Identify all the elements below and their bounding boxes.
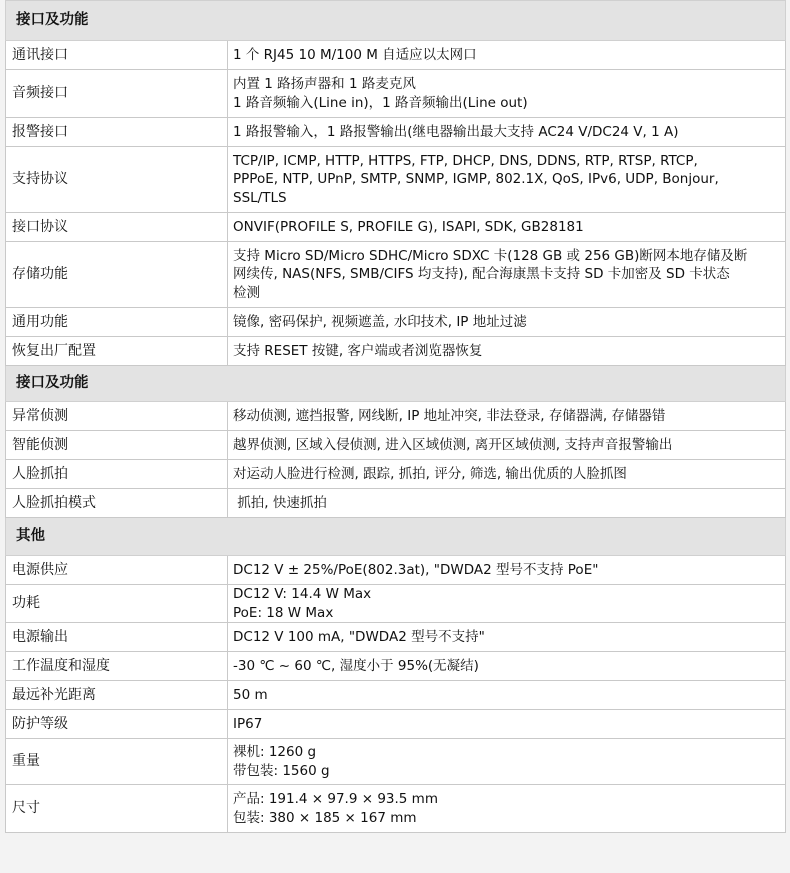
spec-label: 最远补光距离 <box>6 681 228 710</box>
spec-row <box>6 460 786 489</box>
section-header <box>6 1 786 41</box>
spec-row <box>6 118 786 147</box>
spec-sheet <box>5 0 785 833</box>
spec-value <box>228 118 786 147</box>
spec-value-line: 1 路音频输入(Line in)，1 路音频输出(Line out) <box>233 94 528 111</box>
spec-value <box>228 41 786 70</box>
spec-row <box>6 41 786 70</box>
spec-row <box>6 739 786 785</box>
spec-value-line: 移动侦测, 遮挡报警, 网线断, IP 地址冲突, 非法登录, 存储器满, 存储器错 <box>233 407 666 424</box>
spec-row <box>6 681 786 710</box>
spec-value-line: 抓拍, 快速抓拍 <box>233 494 327 511</box>
spec-value-line: PPPoE, NTP, UPnP, SMTP, SNMP, IGMP, 802.1X, QoS, IPv6, UDP, Bonjour, <box>233 171 719 188</box>
spec-value-line: 检测 <box>233 284 260 301</box>
spec-value-line: 产品: 191.4 × 97.9 × 93.5 mm <box>233 791 438 807</box>
spec-label: 重量 <box>6 739 228 785</box>
spec-value <box>228 337 786 366</box>
spec-value-line: 越界侦测, 区域入侵侦测, 进入区域侦测, 离开区域侦测, 支持声音报警输出 <box>233 436 673 453</box>
spec-value <box>228 460 786 489</box>
spec-row <box>6 70 786 118</box>
spec-value <box>228 213 786 242</box>
spec-value <box>228 242 786 308</box>
spec-value-line: TCP/IP, ICMP, HTTP, HTTPS, FTP, DHCP, DNS, DDNS, RTP, RTSP, RTCP, <box>233 152 698 169</box>
spec-value <box>228 585 786 623</box>
spec-row <box>6 337 786 366</box>
spec-value-line: 内置 1 路扬声器和 1 路麦克风 <box>233 76 416 92</box>
spec-value <box>228 710 786 739</box>
spec-label: 人脸抓拍 <box>6 460 228 489</box>
spec-label: 接口协议 <box>6 213 228 242</box>
spec-label: 功耗 <box>6 585 228 623</box>
section-title: 接口及功能 <box>6 366 786 402</box>
spec-value <box>228 489 786 518</box>
spec-row <box>6 431 786 460</box>
spec-value <box>228 623 786 652</box>
spec-value-line: PoE: 18 W Max <box>233 604 334 621</box>
spec-value-line: 1 路报警输入，1 路报警输出(继电器输出最大支持 AC24 V/DC24 V, 1 A) <box>233 123 679 140</box>
spec-value <box>228 402 786 431</box>
spec-label: 防护等级 <box>6 710 228 739</box>
spec-value <box>228 431 786 460</box>
spec-row <box>6 242 786 308</box>
spec-label: 支持协议 <box>6 147 228 213</box>
spec-row <box>6 710 786 739</box>
section-header <box>6 518 786 556</box>
spec-label: 存储功能 <box>6 242 228 308</box>
spec-value-line: 对运动人脸进行检测, 跟踪, 抓拍, 评分, 筛选, 输出优质的人脸抓图 <box>233 465 627 482</box>
spec-value-line: 镜像, 密码保护, 视频遮盖, 水印技术, IP 地址过滤 <box>233 313 527 330</box>
spec-row <box>6 556 786 585</box>
section-title: 其他 <box>6 518 786 556</box>
spec-value-line: DC12 V ± 25%/PoE(802.3at), "DWDA2 型号不支持 PoE" <box>233 561 599 578</box>
spec-label: 尺寸 <box>6 785 228 833</box>
section-header <box>6 366 786 402</box>
spec-value-line: DC12 V 100 mA, "DWDA2 型号不支持" <box>233 628 485 645</box>
spec-value-line: 支持 RESET 按键, 客户端或者浏览器恢复 <box>233 342 483 359</box>
spec-value-line: 50 m <box>233 686 268 703</box>
spec-row <box>6 213 786 242</box>
spec-label: 电源供应 <box>6 556 228 585</box>
spec-value-line: 包装: 380 × 185 × 167 mm <box>233 809 417 826</box>
spec-row <box>6 489 786 518</box>
spec-value <box>228 556 786 585</box>
spec-value <box>228 70 786 118</box>
spec-row <box>6 147 786 213</box>
spec-label: 报警接口 <box>6 118 228 147</box>
spec-value <box>228 308 786 337</box>
spec-label: 工作温度和湿度 <box>6 652 228 681</box>
spec-row <box>6 402 786 431</box>
spec-value-line: IP67 <box>233 715 263 732</box>
spec-table <box>5 0 786 833</box>
spec-label: 音频接口 <box>6 70 228 118</box>
spec-row <box>6 585 786 623</box>
spec-row <box>6 308 786 337</box>
spec-row <box>6 652 786 681</box>
spec-label: 电源输出 <box>6 623 228 652</box>
spec-row <box>6 785 786 833</box>
spec-value-line: 支持 Micro SD/Micro SDHC/Micro SDXC 卡(128 GB 或 256 GB)断网本地存储及断 <box>233 247 748 264</box>
spec-value <box>228 147 786 213</box>
spec-value <box>228 739 786 785</box>
spec-value-line: 网续传, NAS(NFS, SMB/CIFS 均支持), 配合海康黑卡支持 SD 卡加密及 SD 卡状态 <box>233 266 730 283</box>
spec-value-line: ONVIF(PROFILE S, PROFILE G), ISAPI, SDK, GB28181 <box>233 218 584 235</box>
spec-value-line: 裸机: 1260 g <box>233 744 317 760</box>
spec-label: 异常侦测 <box>6 402 228 431</box>
spec-row <box>6 623 786 652</box>
spec-label: 智能侦测 <box>6 431 228 460</box>
spec-value-line: -30 ℃ ~ 60 ℃, 湿度小于 95%(无凝结) <box>233 657 479 674</box>
spec-label: 通讯接口 <box>6 41 228 70</box>
spec-label: 通用功能 <box>6 308 228 337</box>
spec-label: 人脸抓拍模式 <box>6 489 228 518</box>
spec-value <box>228 681 786 710</box>
section-title: 接口及功能 <box>6 1 786 41</box>
spec-value <box>228 652 786 681</box>
spec-label: 恢复出厂配置 <box>6 337 228 366</box>
spec-value-line: 1 个 RJ45 10 M/100 M 自适应以太网口 <box>233 46 477 63</box>
spec-value <box>228 785 786 833</box>
spec-value-line: SSL/TLS <box>233 189 287 206</box>
spec-value-line: 带包装: 1560 g <box>233 762 330 779</box>
spec-value-line: DC12 V: 14.4 W Max <box>233 586 372 602</box>
